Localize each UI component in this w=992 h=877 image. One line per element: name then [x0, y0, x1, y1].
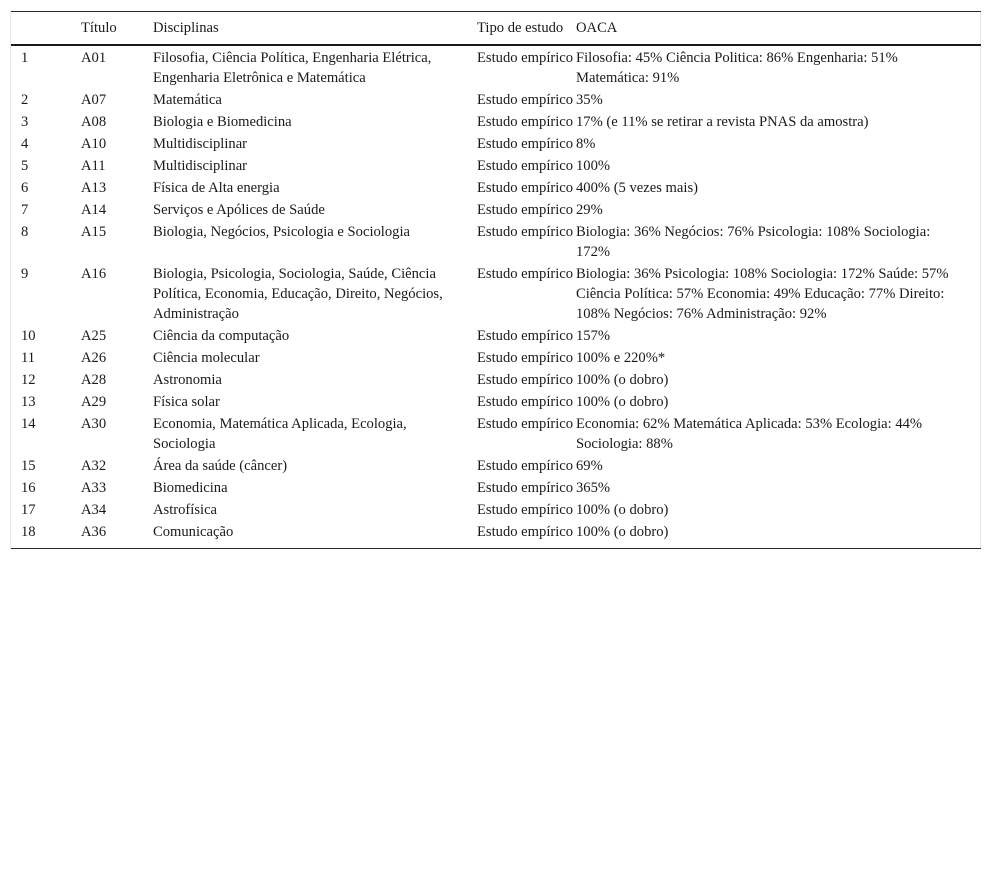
cell-oaca: Biologia: 36% Negócios: 76% Psicologia: 108% Sociologia: 172% — [576, 224, 931, 260]
table-row — [11, 346, 981, 368]
cell-oaca: Economia: 62% Matemática Aplicada: 53% Ecologia: 44% Sociologia: 88% — [576, 416, 923, 452]
cell-titulo: A32 — [81, 458, 107, 474]
table-header — [11, 12, 981, 46]
header-row — [11, 12, 981, 46]
cell-titulo: A30 — [81, 416, 107, 432]
header-oaca: OACA — [576, 12, 981, 46]
cell-titulo: A11 — [81, 158, 106, 174]
cell-tipo-de-estudo: Estudo empírico — [477, 502, 574, 518]
cell-oaca: 400% (5 vezes mais) — [576, 180, 698, 196]
cell-index: 14 — [21, 416, 36, 432]
header-titulo: Título — [81, 12, 153, 46]
cell-disciplinas: Matemática — [153, 92, 222, 108]
cell-titulo: A33 — [81, 480, 107, 496]
cell-index: 11 — [21, 350, 36, 366]
cell-disciplinas: Serviços e Apólices de Saúde — [153, 202, 325, 218]
cell-disciplinas: Multidisciplinar — [153, 136, 248, 152]
cell-disciplinas: Física solar — [153, 394, 220, 410]
table-row — [11, 412, 981, 454]
cell-disciplinas: Ciência da computação — [153, 328, 290, 344]
cell-oaca: 69% — [576, 458, 603, 474]
table-row — [11, 324, 981, 346]
cell-index: 18 — [11, 520, 81, 549]
cell-titulo: A34 — [81, 502, 107, 518]
cell-oaca: 157% — [576, 328, 611, 344]
cell-titulo: A25 — [81, 328, 107, 344]
cell-index: 16 — [21, 480, 36, 496]
cell-index: 3 — [21, 114, 29, 130]
cell-tipo-de-estudo: Estudo empírico — [477, 416, 574, 432]
cell-oaca: 100% e 220%* — [576, 350, 666, 366]
cell-index: 13 — [21, 394, 36, 410]
cell-index: 6 — [21, 180, 29, 196]
cell-index: 5 — [21, 158, 29, 174]
cell-disciplinas: Biomedicina — [153, 480, 228, 496]
cell-titulo: A07 — [81, 92, 107, 108]
cell-titulo: A08 — [81, 114, 107, 130]
table-row — [11, 498, 981, 520]
cell-index: 1 — [21, 50, 29, 66]
cell-titulo: A01 — [81, 50, 107, 66]
cell-titulo: A10 — [81, 136, 107, 152]
cell-tipo-de-estudo: Estudo empírico — [477, 158, 574, 174]
cell-disciplinas: Economia, Matemática Aplicada, Ecologia, Sociologia — [153, 416, 407, 452]
cell-oaca: 100% (o dobro) — [576, 372, 669, 388]
cell-disciplinas: Área da saúde (câncer) — [153, 458, 288, 474]
cell-oaca: 35% — [576, 92, 603, 108]
cell-tipo-de-estudo: Estudo empírico — [477, 50, 574, 66]
cell-oaca: 100% (o dobro) — [576, 502, 669, 518]
cell-tipo-de-estudo: Estudo empírico — [477, 520, 576, 549]
cell-tipo-de-estudo: Estudo empírico — [477, 202, 574, 218]
cell-titulo: A16 — [81, 266, 107, 282]
cell-index: 10 — [21, 328, 36, 344]
cell-tipo-de-estudo: Estudo empírico — [477, 394, 574, 410]
table-body — [11, 45, 981, 549]
cell-index: 17 — [21, 502, 36, 518]
cell-titulo: A36 — [81, 520, 153, 549]
cell-oaca: Filosofia: 45% Ciência Politica: 86% Engenharia: 51% Matemática: 91% — [576, 50, 898, 86]
cell-tipo-de-estudo: Estudo empírico — [477, 180, 574, 196]
cell-disciplinas: Biologia, Psicologia, Sociologia, Saúde, Ciência Política, Economia, Educação, Direito, Negócios, Administração — [153, 266, 443, 322]
cell-oaca: 100% (o dobro) — [576, 520, 981, 549]
table-row — [11, 45, 981, 88]
cell-titulo: A13 — [81, 180, 107, 196]
table-row — [11, 454, 981, 476]
header-index — [11, 12, 81, 46]
cell-tipo-de-estudo: Estudo empírico — [477, 458, 574, 474]
cell-oaca: 17% (e 11% se retirar a revista PNAS da amostra) — [576, 114, 869, 130]
table-row — [11, 476, 981, 498]
table-row — [11, 110, 981, 132]
cell-titulo: A15 — [81, 224, 107, 240]
cell-disciplinas: Comunicação — [153, 520, 477, 549]
cell-oaca: 29% — [576, 202, 603, 218]
cell-tipo-de-estudo: Estudo empírico — [477, 92, 574, 108]
table-row — [11, 390, 981, 412]
cell-tipo-de-estudo: Estudo empírico — [477, 372, 574, 388]
cell-disciplinas: Multidisciplinar — [153, 158, 248, 174]
cell-disciplinas: Ciência molecular — [153, 350, 260, 366]
cell-titulo: A14 — [81, 202, 107, 218]
cell-index: 7 — [21, 202, 29, 218]
table-row — [11, 154, 981, 176]
cell-tipo-de-estudo: Estudo empírico — [477, 350, 574, 366]
cell-tipo-de-estudo: Estudo empírico — [477, 224, 574, 240]
cell-disciplinas: Biologia e Biomedicina — [153, 114, 292, 130]
cell-titulo: A29 — [81, 394, 107, 410]
cell-disciplinas: Astronomia — [153, 372, 222, 388]
cell-tipo-de-estudo: Estudo empírico — [477, 480, 574, 496]
cell-titulo: A28 — [81, 372, 107, 388]
cell-index: 9 — [21, 266, 29, 282]
cell-index: 4 — [21, 136, 29, 152]
cell-oaca: 365% — [576, 480, 611, 496]
cell-oaca: 100% — [576, 158, 611, 174]
table-row — [11, 262, 981, 324]
cell-titulo: A26 — [81, 350, 107, 366]
table-row — [11, 198, 981, 220]
header-tipo-de-estudo: Tipo de estudo — [477, 12, 576, 46]
cell-oaca: 100% (o dobro) — [576, 394, 669, 410]
cell-oaca: 8% — [576, 136, 596, 152]
cell-disciplinas: Filosofia, Ciência Política, Engenharia Elétrica, Engenharia Eletrônica e Matemática — [153, 50, 432, 86]
cell-index: 2 — [21, 92, 29, 108]
cell-tipo-de-estudo: Estudo empírico — [477, 136, 574, 152]
cell-tipo-de-estudo: Estudo empírico — [477, 266, 574, 282]
cell-tipo-de-estudo: Estudo empírico — [477, 114, 574, 130]
table-row — [11, 88, 981, 110]
cell-index: 15 — [21, 458, 36, 474]
table-row — [11, 368, 981, 390]
cell-disciplinas: Física de Alta energia — [153, 180, 280, 196]
header-disciplinas: Disciplinas — [153, 12, 477, 46]
table-row — [11, 132, 981, 154]
cell-index: 8 — [21, 224, 29, 240]
cell-tipo-de-estudo: Estudo empírico — [477, 328, 574, 344]
table-row — [11, 220, 981, 262]
table-row — [11, 176, 981, 198]
cell-disciplinas: Biologia, Negócios, Psicologia e Sociologia — [153, 224, 410, 240]
cell-disciplinas: Astrofísica — [153, 502, 218, 518]
cell-index: 12 — [21, 372, 36, 388]
table-row — [11, 520, 981, 549]
cell-oaca: Biologia: 36% Psicologia: 108% Sociologia: 172% Saúde: 57% Ciência Política: 57% Economia: 49% Educação: 77% Direito: 108% Negócios: 76% Administração: 92% — [576, 266, 949, 322]
oaca-table — [11, 11, 981, 549]
